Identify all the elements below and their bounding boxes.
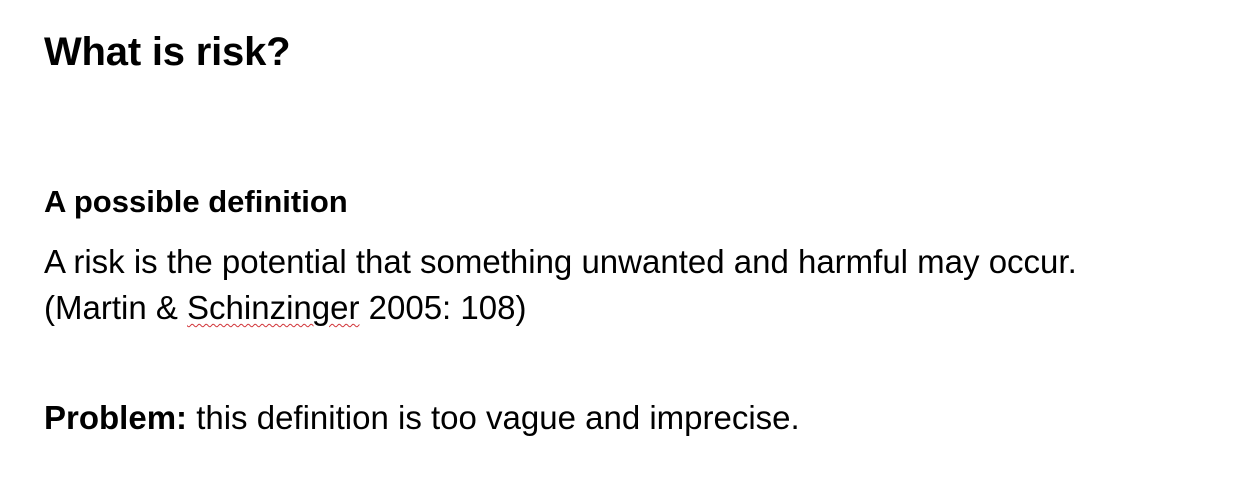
citation (44, 285, 1077, 331)
definition-paragraph (44, 239, 1077, 331)
citation-open: (Martin & (44, 289, 188, 326)
problem-label: Problem: (44, 399, 188, 436)
definition-heading: A possible definition (44, 184, 348, 219)
problem-text: this definition is too vague and imprecise. (187, 399, 800, 436)
problem-paragraph (44, 396, 800, 440)
definition-text: A risk is the potential that something unwanted and harmful may occur. (44, 243, 1077, 280)
citation-author-misspelled[interactable]: Schinzinger (187, 289, 360, 326)
citation-close: 2005: 108) (359, 289, 527, 326)
page-title: What is risk? (44, 30, 291, 74)
